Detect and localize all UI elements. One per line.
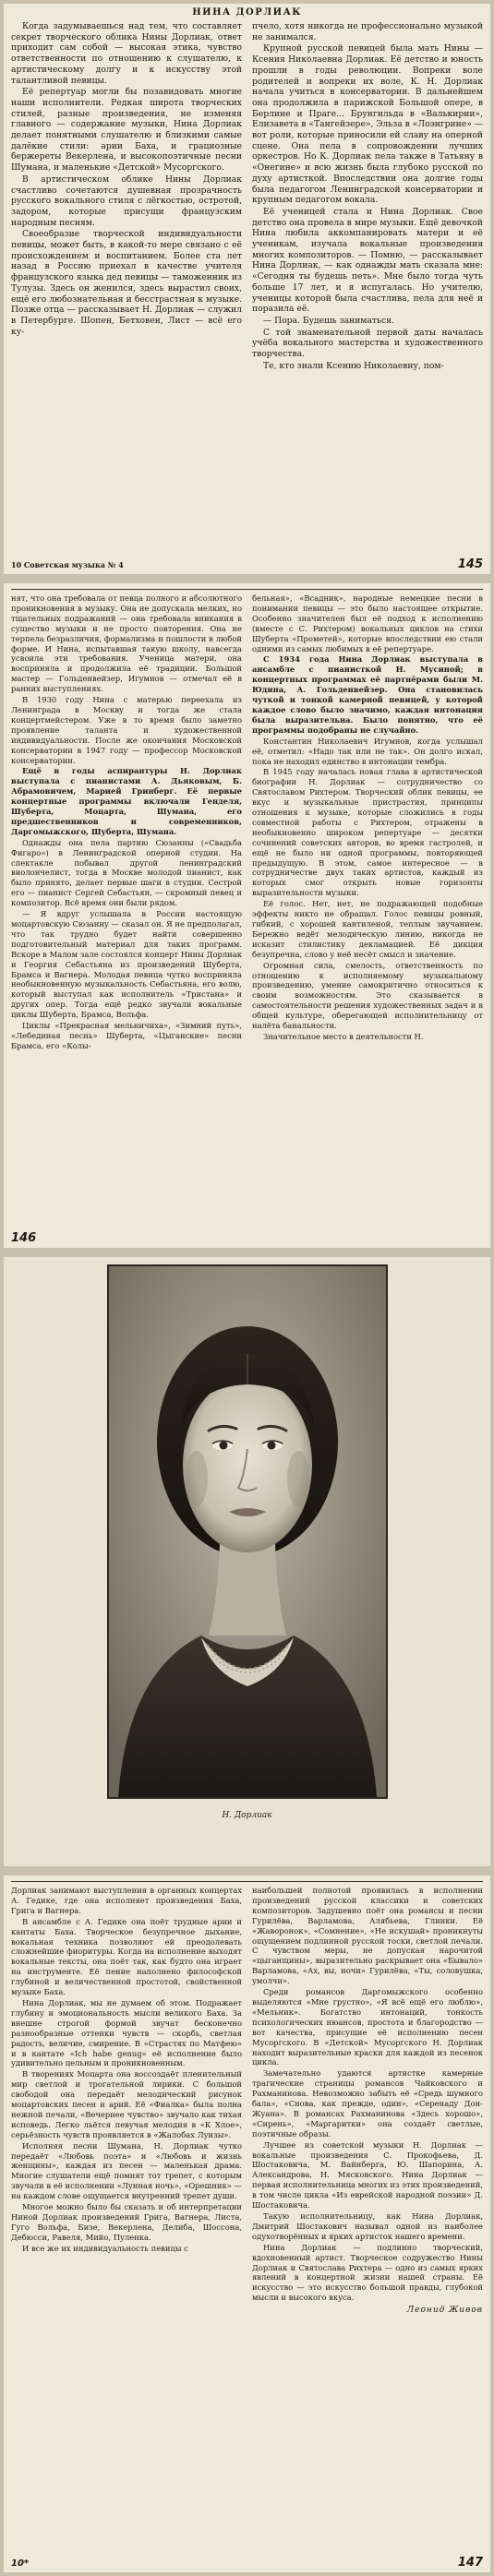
paragraph: Исполняя песни Шумана, Н. Дорлиак чутко передаёт «Любовь поэта» и «Любовь и жизнь женщины», каждая из песен — маленькая драма. Многие слушатели ещё помнят тот трепет, с которым звучали в её исполнении «Лунная ночь», «Орешник» — на каждом слове ощущается внутренний трепет души. (11, 2140, 242, 2201)
paragraph: С 1934 года Нина Дорлиак выступала в ансамбле с пианисткой Н. Мусиной; в концертных программах её партнёрами были М. Юдина, А. Гольденвейзер. Она становилась чуткой и тонкой камерной певицей, у которой каждое слово было значимо, каждая интонация была выразительна. Было понятно, что её программы подобраны не случайно. (252, 654, 483, 735)
paragraph: — Я вдруг услышала в России настоящую моцартовскую Сюзанну — сказал он. Я не предполагал, что так трудно будет найти совершенно подготовительный материал для таких программ. Вскоре в Малом зале состоялся концерт Нины Дорлиак и Георгия Себастьяна из произведений Шуберта, Брамса и Вагнера. Молодая певица чутко восприняла необыкновенную музыкальность Себастьяна, его волю, который выступал как исполнитель «Тристана» и других опер. Тогда ещё редко звучали вокальные циклы Шуберта, Брамса, Вольфа. (11, 909, 242, 1020)
two-column-text (11, 21, 483, 373)
photo-caption: Н. Дорлиак (222, 1811, 272, 1820)
paragraph: В артистическом облике Нины Дорлиак счастливо сочетаются душевная прозрачность русского вокального стиля с лёгкостью, остротой, задором, которые присущи французским народным песням. (11, 174, 242, 228)
paragraph: наибольшей полнотой проявилась в исполнении произведений русской классики и советских композиторов. Задушевно поёт она романсы и песни Гурилёва, Варламова, Алябьева, Глинки. Её «Жаворонок», «Сомнение», «Не искушай» проникнуты ощущением подлинной русской тоски, светлой печали. С чувством меры, не допуская нарочитой «цыганщины», выразительно раскрывает она «Бывало» Варламова, «Ах, вы, ночи» Гурилёва, «Ты, соловушка, умолчи». (252, 1886, 483, 1986)
paragraph: Лучшее из советской музыки Н. Дорлиак — вокальные произведения С. Прокофьева, Д. Шостаковича, М. Вайнберга, Ю. Шапорина, А. Александрова, Н. Мясковского. Нина Дорлиак — первая исполнительница многих из этих произведений, в том числе цикла «Из еврейской народной поэзии» Д. Шостаковича. (252, 2139, 483, 2211)
paragraph: Нина Дорлиак — подлинно творческий, вдохновенный артист. Творческое содружество Нины Дорлиак и Святослава Рихтера — одно из самых ярких явлений в концертной жизни нашей страны. Её искусство — это искусство большой правды, глубокой мысли и высокого вкуса. (252, 2242, 483, 2303)
left-column (11, 21, 242, 373)
page-145 (4, 4, 490, 574)
paragraph: Ещё в годы аспирантуры Н. Дорлиак выступала с пианистами А. Дьяковым, Б. Абрамовичем, Марией Гринберг. Её первые концертные программы включали Генделя, Шуберта, Моцарта, Шумана, его предшественников и современников, Даргомыжского, Шуберта, Шумана. (11, 766, 242, 836)
photo-page (4, 1257, 490, 1866)
paragraph: В 1945 году началась новая глава в артистической биографии Н. Дорлиак — сотрудничество со Святославом Рихтером. Творческий облик певицы, ее вкус и музыкальные пристрастия, принципы отношения к музыке, которые сложились в годы совместной работы с Рихтером, отражены в необыкновенно широком репертуаре — десятки сочинений советских авторов, во время гастролей, и ещё не было ни одной программы, повторяющей предыдущую. В этом, самое интересное — в сотрудничестве двух таких артистов, каждый из которых смог открыть новые горизонты выразительности музыки. (252, 767, 483, 898)
paragraph: Дорлиак занимают выступления в органных концертах А. Гедике, где она исполняет произведения Баха, Грига и Вагнера. (11, 1886, 242, 1915)
two-column-text (11, 1886, 483, 2315)
paragraph: И все же их индивидуальность певицы с (22, 2243, 188, 2253)
page-number: 146 (11, 1231, 37, 1245)
page-number: 145 (457, 557, 483, 571)
folio-mark: 10* (11, 2558, 30, 2569)
paragraph: Такую исполнительницу, как Нина Дорлиак, Дмитрий Шостакович называл одной из наиболее одухотворённых и ярких артисток нашего времени. (252, 2211, 483, 2241)
author-signature: Леонид Живов (406, 2306, 483, 2316)
journal-title: 10 Советская музыка № 4 (11, 560, 124, 569)
portrait-photo (107, 1264, 388, 1799)
paragraph: Её ученицей стала и Нина Дорлиак. Свое детство она провела в мире музыки. Ещё девочкой Нина любила аккомпанировать матери и её ученикам, изучала вокальные произведения многих композиторов. — Помню, — рассказывает Нина Дорлиак, — как однажды мать сказала мне: «Сегодня ты будешь петь». Мне было тогда чуть больше 17 лет, и я испугалась. Но учителю, ученицы которой была счастлива, пела для неё и поразила её. (252, 206, 483, 315)
paragraph: Когда задумываешься над тем, что составляет секрет творческого облика Нины Дорлиак, ответ приходит сам собой — высокая этика, чувство ответственности по отношению к слушателю, к артистическому долгу и к искусству этой талантливой певицы. (11, 21, 242, 86)
paragraph: В творениях Моцарта она воссоздаёт пленительный мир светлой и трогательной лирики. С большой свободой она передаёт мелодический рисунок моцартовских песен и арий. Её «Фиалка» была полна нежной печали, «Вечернее чувство» звучало как тихая исповедь. Легко льётся певучая мелодия в «К Хлое», серьёзность чувств проявляется в «Жалобах Луизы». (11, 2069, 242, 2139)
paragraph: В 1930 году Нина с матерью переехала из Ленинграда в Москву и тогда же стала концертмейстером. Уже в то время было заметно проявление таланта и художественной индивидуальности. После же окончания Московской консерватории в 1947 году — профессор Московской консерватории. (11, 695, 242, 765)
paragraph: Многое можно было бы сказать и об интерпретации Ниной Дорлиак произведений Грига, Вагнера, Листа, Гуго Вольфа, Бизе, Векерлена, Делиба, Шоссона, Дебюсси, Равеля, Мийо, Пуленка. (11, 2202, 242, 2242)
paragraph: Константин Николаевич Игумнов, когда услышал её, отметил: «Надо так или не так». Он долго искал, пока не находил единство в интонации тембра. (252, 736, 483, 766)
paragraph: нят, что она требовала от певца полного и абсолютного проникновения в музыку. Она не допускала мелких, но тщательных подражаний — она требовала вникания в существо музыки и не просто повторения. Она не терпела безразличия, формализма и пошлости в любой форме. И Нина, испытавшая такую школу, навсегда усвоила эти требования. Ученица матери, она восприняла и продолжила её традиции. Большой мастер — Гольденвейзер, Игумнов — отмечал её в ранних выступлениях. (11, 593, 242, 694)
left-column (11, 593, 242, 1052)
paragraph: пчело, хотя никогда не профессионально музыкой не занимался. (252, 21, 483, 42)
paragraph: Нина Дорлиак, мы не думаем об этом. Подражает глубину и эмоциональность мысли великого Баха. За внешне строгой формой звучат бесконечно разнообразные оттенки чувств — скорбь, светлая радость, величие, смирение. В «Страстях по Матфею» и в кантате «Ich habe genug» её исполнение было удивительно цельным и проникновенным. (11, 1997, 242, 2068)
top-rule (11, 1881, 483, 1882)
paragraph: Циклы «Прекрасная мельничиха», «Зимний путь», «Лебединая песнь» Шуберта, «Цыганские» песни Брамса, его «Колы- (11, 1021, 242, 1050)
paragraph: Её репертуар могли бы позавидовать многие наши исполнители. Редкая широта творческих стилей, разные произведения, не изменяя главного — содержание музыки, Нина Дорлиак делает понятными слушателю и близкими самые далёкие стили: арии Баха, и грациозные бержереты Векерлена, и высокопоэтичные песни Шумана, и маленькие «Детской» Мусоргского. (11, 87, 242, 174)
paragraph: Среди романсов Даргомыжского особенно выделяются «Мне грустно», «Я всё ещё его люблю», «Мельник». Богатство интонаций, тонкость психологических нюансов, простота и благородство — вот качества, присущие её исполнению песен Мусоргского. В «Детской» Мусоргского Н. Дорлиак находит выразительные краски для каждой из песенок цикла. (252, 1987, 483, 2067)
paragraph: Своеобразие творческой индивидуальности певицы, может быть, в какой-то мере связано с её происхождением и воспитанием. Более ста лет назад в Россию приехал в качестве учителя французского языка дед певицы — таможенник из Тулузы. Здесь он женился, здесь вырастил своих, ещё его любознательная и бесстрастная к музыке. Позже отца — рассказывает Н. Дорлиак — служил в Петербурге. Шопен, Бетховен, Лист — всё его ку- (11, 229, 242, 337)
paragraph: В ансамбле с А. Гедике она поёт трудные арии и кантаты Баха. Творческое безупречное дыхание, вокальная техника позволяют ей преодолевать сложнейшие фиоритуры. Когда на исполнение выходят вокальные тексты, она поёт так, как будто она играет на инструменте. Её пение наполнено философской глубиной и величественной простотой, свойственной музыке Баха. (11, 1916, 242, 1997)
paragraph: бельная», «Всадник», народные немецкие песни в понимании певицы — это было настоящее открытие. Особенно значителен был её подход к исполнению (вместе с С. Рихтером) вокальных циклов на стихи Шуберта «Прометей», которые впоследствии ею стали одними из самых любимых в её репертуаре. (252, 593, 483, 653)
two-column-text (11, 593, 483, 1052)
left-column (11, 1886, 242, 2315)
page-footer (11, 1231, 483, 1245)
paragraph: Крупной русской певицей была мать Нины — Ксения Николаевна Дорлиак. Её детство и юность прошли в годы революции. Вопреки воле родителей и вопреки их воле, К. Н. Дорлиак начала учиться в консерватории. В дальнейшем она продолжила в парижской Большой опере, в Берлине и Праге... Брунгильда в «Валькирии», Елизавета в «Тангейзере», Эльза в «Лоэнгрине» — вот роли, которые приносили ей славу на оперной сцене. Она пела в сопровождении лучших оркестров. Но К. Дорлиак пела также в Татьяну в «Онегине» и всю жизнь была глубоко русской по духу артисткой. Впоследствии она долгие годы была педагогом Ленинградской консерватории и крупным педагогом вокала. (252, 43, 483, 206)
right-column (252, 21, 483, 373)
page-number: 147 (457, 2556, 483, 2570)
paragraph: Огромная сила, смелость, ответственность по отношению к исполняемому музыкальному произведению, умение самокритично относиться к своим возможностям. Это сказывается в самостоятельности решения художественных задач и в общей культуре, оберегающей исполнительницу от налёта банальности. (252, 960, 483, 1031)
running-header: НИНА ДОРЛИАК (192, 7, 302, 18)
portrait-photo-graphic (109, 1266, 386, 1797)
page-147 (4, 1875, 490, 2572)
right-column (252, 1886, 483, 2315)
paragraph: Замечательно удаются артистке камерные трагические страницы романсов Чайковского и Рахманинова. Невозможно забыть её «Средь шумного бала», «Снова, как прежде, один», «Серенаду Дон-Жуана». В романсах Рахманинова «Здесь хорошо», «Сирень», «Маргаритки» она создаёт светлые, поэтичные образы. (252, 2068, 483, 2139)
paragraph: С той знаменательной первой даты началась учёба вокального мастерства и художественного творчества. (252, 327, 483, 360)
paragraph: Её голос. Нет, нет, не подражающей подобные эффекты никто не обращал. Голос певицы ровный, гибкий, с хорошей кантиленой, теплым звучанием. Бережно ведёт мелодическую линию, никогда не исказит стилистику декламацией. Её дикция безупречна, слово у неё несёт смысл и значение. (252, 899, 483, 959)
paragraph: Те, кто знали Ксению Николаевну, пом- (263, 360, 444, 371)
right-column (252, 593, 483, 1052)
top-rule (11, 589, 483, 590)
paragraph: Значительное место в деятельности Н. (263, 1031, 424, 1041)
page-footer (11, 2556, 483, 2570)
paragraph: Однажды она пела партию Сюзанны («Свадьба Фигаро») в Ленинградской оперной студии. На спектакле побывал другой ленинградский виолончелист, тогда в Москве молодой пианист, как было принято, делает первые шаги в студии. Сестрой его — пианист Сергей Себастьян, — скромный певец и композитор. Всё время они были рядом. (11, 837, 242, 908)
page-146 (4, 583, 490, 1248)
paragraph: — Пора. Будешь заниматься. (263, 315, 394, 326)
page-footer (11, 557, 483, 571)
